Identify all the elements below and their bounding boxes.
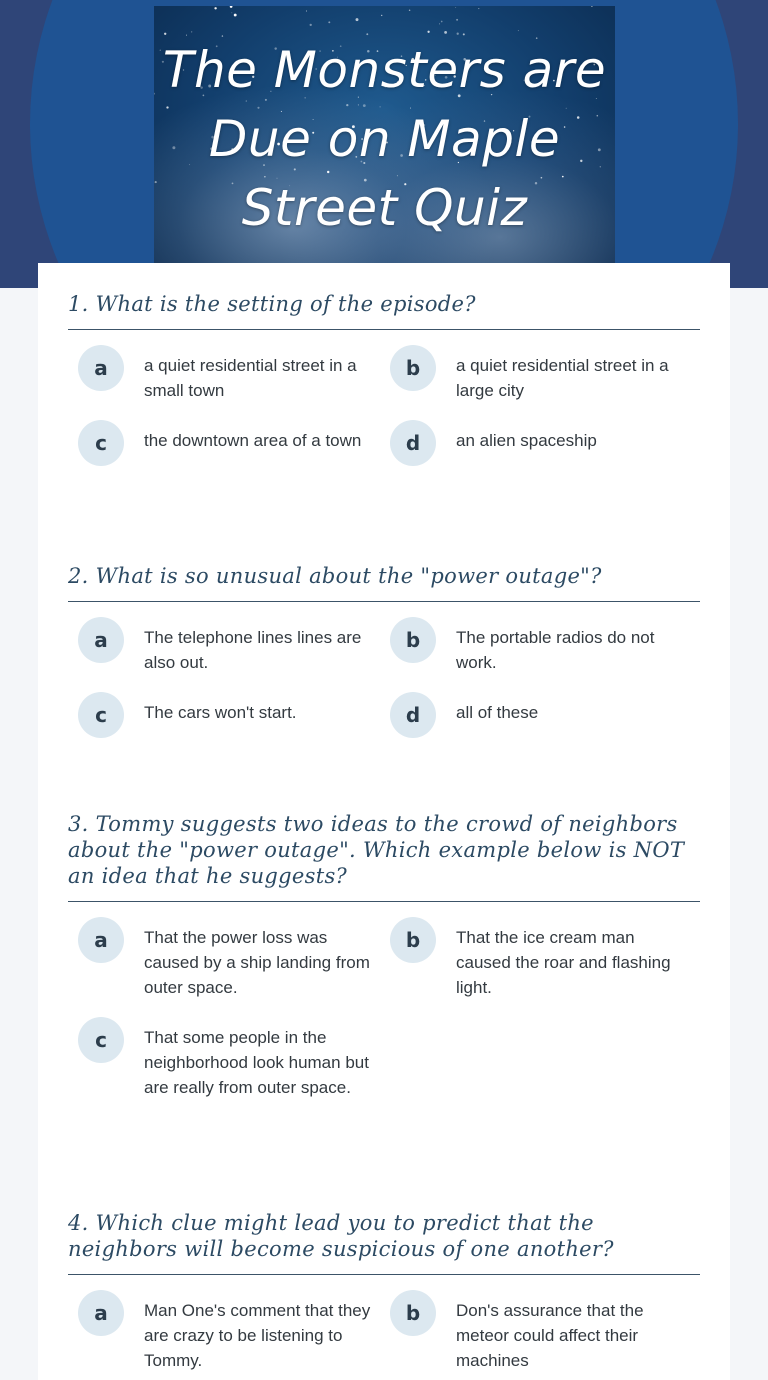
star (456, 19, 458, 21)
option-text: The portable radios do not work. (456, 628, 655, 672)
title-line-3: Street Quiz (241, 179, 528, 237)
option-text: Man One's comment that they are crazy to be listening to Tommy. (144, 1301, 371, 1370)
option-text: Don's assurance that the meteor could affect their machines (456, 1301, 644, 1370)
star (478, 8, 479, 9)
page-title (154, 36, 615, 243)
option-letter-bubble: c (78, 420, 124, 466)
option-letter-bubble: b (390, 345, 436, 391)
option-letter-bubble: c (78, 692, 124, 738)
question-3 (68, 811, 700, 1097)
star (518, 30, 519, 31)
option-letter-bubble: b (390, 617, 436, 663)
star (409, 10, 411, 12)
question-4-text: 4. Which clue might lead you to predict that the neighbors will become suspicious of one another? (68, 1211, 614, 1261)
star (214, 7, 216, 9)
star (164, 33, 166, 35)
title-line-1: The Monsters are (162, 41, 607, 99)
option-letter-bubble: b (390, 1290, 436, 1336)
star (457, 33, 459, 35)
option-letter-bubble: d (390, 420, 436, 466)
option-text: That the power loss was caused by a ship landing from outer space. (144, 928, 370, 997)
star (427, 31, 429, 33)
star (231, 12, 232, 13)
option-text: all of these (456, 703, 539, 722)
option-letter-bubble: c (78, 1017, 124, 1063)
header-banner (0, 0, 768, 288)
question-divider (68, 329, 700, 330)
title-image (154, 6, 615, 263)
option-letter-bubble: a (78, 1290, 124, 1336)
option-letter-bubble: b (390, 917, 436, 963)
question-divider (68, 1274, 700, 1275)
star (234, 14, 237, 17)
option-text: a quiet residential street in a small town (144, 356, 357, 400)
star (310, 24, 312, 26)
star (366, 33, 368, 35)
option-letter-bubble: d (390, 692, 436, 738)
star (356, 18, 359, 21)
star (444, 31, 447, 34)
option-text: an alien spaceship (456, 431, 597, 450)
option-text: the downtown area of a town (144, 431, 362, 450)
question-2-text: 2. What is so unusual about the "power outage"? (68, 564, 602, 588)
title-line-2: Due on Maple (208, 110, 561, 168)
star (441, 21, 443, 23)
question-3-text: 3. Tommy suggests two ideas to the crowd of neighbors about the "power outage". Which example below is NOT an idea that he suggests? (68, 812, 685, 888)
star (439, 23, 440, 24)
option-text: That some people in the neighborhood look human but are really from outer space. (144, 1028, 369, 1097)
star (455, 7, 456, 8)
question-divider (68, 601, 700, 602)
question-2 (68, 563, 700, 727)
star (328, 21, 330, 23)
question-4 (68, 1210, 700, 1370)
option-letter-bubble: a (78, 917, 124, 963)
quiz-sheet (38, 263, 730, 1380)
question-1 (68, 291, 700, 455)
question-divider (68, 901, 700, 902)
option-text: a quiet residential street in a large city (456, 356, 669, 400)
star (191, 31, 192, 32)
star (381, 15, 382, 16)
option-letter-bubble: a (78, 345, 124, 391)
option-text: The cars won't start. (144, 703, 297, 722)
star (591, 6, 593, 7)
option-text: The telephone lines lines are also out. (144, 628, 362, 672)
question-1-text: 1. What is the setting of the episode? (68, 292, 476, 316)
option-letter-bubble: a (78, 617, 124, 663)
option-text: That the ice cream man caused the roar and flashing light. (456, 928, 671, 997)
star (306, 11, 307, 12)
star (230, 6, 233, 8)
